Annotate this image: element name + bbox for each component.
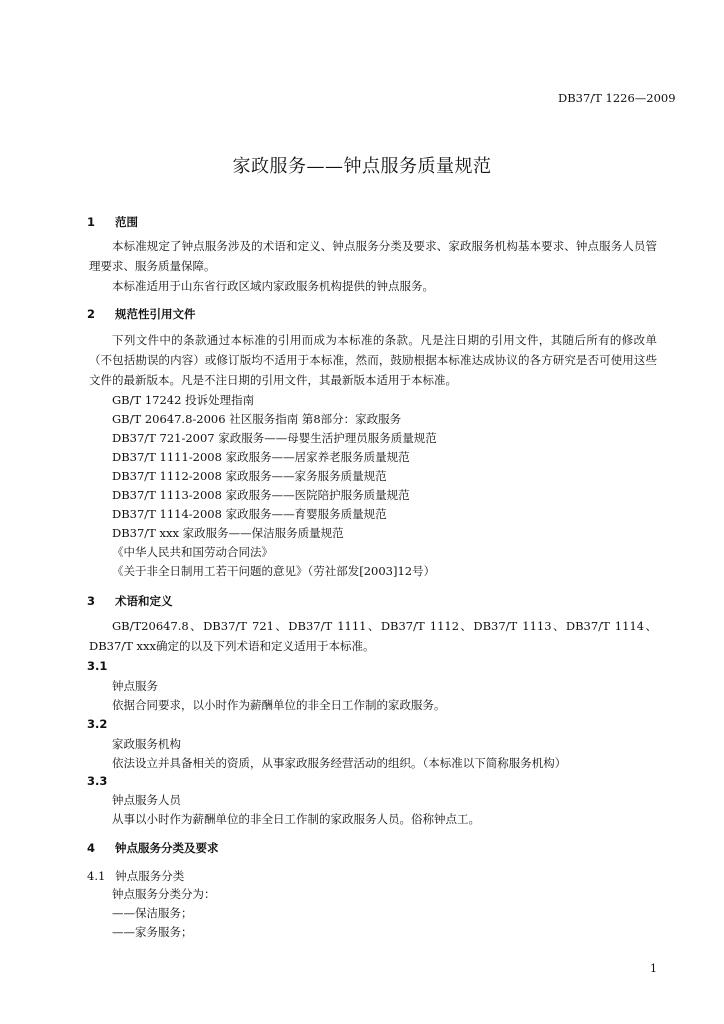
section-1-scope-paragraph: 本标准适用于山东省行政区域内家政服务机构提供的钟点服务。 [112, 279, 434, 293]
term-name: 钟点服务 [112, 679, 158, 693]
term-number: 3.3 [87, 774, 108, 788]
section-number: 1 [87, 215, 96, 229]
reference-item: GB/T 20647.8-2006 社区服务指南 第8部分：家政服务 [112, 412, 402, 426]
classification-item: ——保洁服务； [112, 906, 193, 920]
section-title: 范围 [115, 215, 139, 229]
section-title: 规范性引用文件 [115, 307, 196, 321]
section-4-heading [87, 840, 219, 856]
section-3-paragraph: GB/T20647.8、DB37/T 721、DB37/T 1111、DB37/T 1112、DB37/T 1113、DB37/T 1114、DB37/T xxx确定的以及下列术语和定义适用于本标准。 [89, 619, 657, 653]
term-definition: 从事以小时作为薪酬单位的非全日工作制的家政服务人员。俗称钟点工。 [112, 812, 480, 826]
section-number: 3 [87, 594, 96, 608]
section-number: 2 [87, 307, 96, 321]
reference-item: DB37/T 1111-2008 家政服务——居家养老服务质量规范 [112, 450, 410, 464]
term-definition: 依据合同要求，以小时作为薪酬单位的非全日工作制的家政服务。 [112, 698, 446, 712]
section-1-heading [87, 214, 138, 230]
standard-code: DB37/T 1226—2009 [558, 91, 676, 105]
reference-item: DB37/T xxx 家政服务——保洁服务质量规范 [112, 526, 344, 540]
reference-item: GB/T 17242 投诉处理指南 [112, 393, 255, 407]
section-title: 钟点服务分类及要求 [115, 841, 219, 855]
reference-item: DB37/T 1113-2008 家政服务——医院陪护服务质量规范 [112, 488, 410, 502]
section-title: 术语和定义 [115, 594, 173, 608]
term-number: 3.2 [87, 717, 108, 731]
page-number: 1 [650, 962, 657, 975]
subsection-4-1-heading [87, 866, 184, 886]
term-definition: 依法设立并具备相关的资质，从事家政服务经营活动的组织。（本标准以下简称服务机构） [112, 756, 567, 770]
section-3-heading [87, 593, 173, 609]
reference-item: DB37/T 1112-2008 家政服务——家务服务质量规范 [112, 469, 387, 483]
subsection-title: 钟点服务分类 [115, 869, 185, 883]
subsection-number: 4.1 [87, 869, 106, 883]
section-1-paragraph: 本标准规定了钟点服务涉及的术语和定义、钟点服务分类及要求、家政服务机构基本要求、钟点服务人员管理要求、服务质量保障。 [89, 239, 657, 273]
reference-item: 《关于非全日制用工若干问题的意见》（劳社部发[2003]12号） [112, 564, 436, 578]
reference-item: 《中华人民共和国劳动合同法》 [112, 545, 273, 559]
reference-item: DB37/T 1114-2008 家政服务——育婴服务质量规范 [112, 507, 387, 521]
section-2-paragraph: 下列文件中的条款通过本标准的引用而成为本标准的条款。凡是注日期的引用文件，其随后所有的修改单（不包括勘误的内容）或修订版均不适用于本标准，然而，鼓励根据本标准达成协议的各方研究是否可使用这些文件的最新版本。凡是不注日期的引用文件，其最新版本适用于本标准。 [89, 333, 657, 387]
section-number: 4 [87, 841, 96, 855]
term-name: 家政服务机构 [112, 737, 181, 751]
section-2-heading [87, 306, 196, 322]
term-number: 3.1 [87, 659, 108, 673]
term-name: 钟点服务人员 [112, 793, 181, 807]
classification-intro: 钟点服务分类分为： [112, 887, 216, 901]
document-title: 家政服务——钟点服务质量规范 [232, 156, 492, 177]
classification-item: ——家务服务； [112, 925, 193, 939]
reference-item: DB37/T 721-2007 家政服务——母婴生活护理员服务质量规范 [112, 431, 437, 445]
